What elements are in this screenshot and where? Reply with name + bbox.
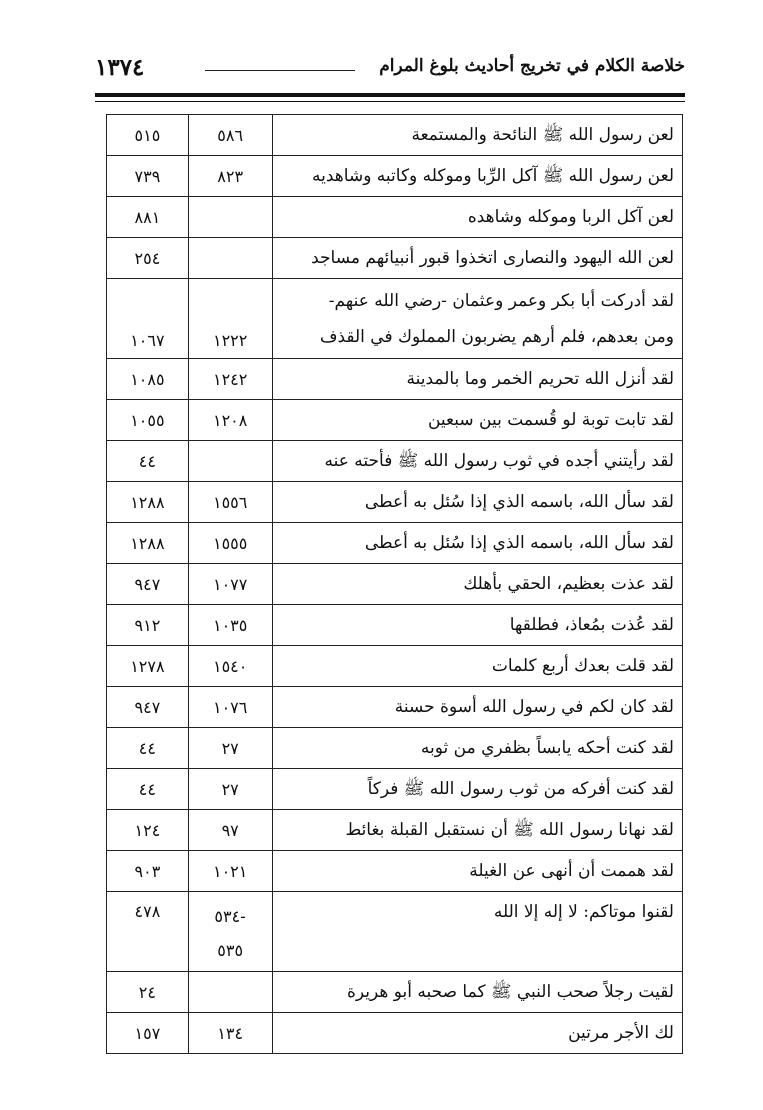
hadith-number: ١٢٢٢: [188, 279, 272, 359]
hadith-number: [188, 972, 272, 1013]
page-reference: ٩٤٧: [107, 564, 189, 605]
header-rule-thick: [95, 93, 685, 97]
table-row: [107, 279, 683, 359]
table-row: [107, 769, 683, 810]
header-rule-thin: [95, 101, 685, 102]
hadith-number: ١٥٥٦: [188, 482, 272, 523]
table-row: [107, 810, 683, 851]
page-reference: ٤٧٨: [107, 892, 189, 972]
hadith-text: لعن رسول الله ﷺ آكل الرِّبا وموكله وكاتبه وشاهديه: [272, 156, 682, 197]
hadith-number: ١٠٢١: [188, 851, 272, 892]
hadith-number: ٥٨٦: [188, 115, 272, 156]
hadith-number: ٢٧: [188, 728, 272, 769]
table-row: [107, 605, 683, 646]
page-reference: ١٢٤: [107, 810, 189, 851]
hadith-text: لقد رأيتني أجده في ثوب رسول الله ﷺ فأحته عنه: [272, 441, 682, 482]
table-row: [107, 687, 683, 728]
table-row: [107, 197, 683, 238]
table-row: [107, 482, 683, 523]
page-reference: ٤٤: [107, 441, 189, 482]
hadith-text-line-2: ومن بعدهم، فلم أرهم يضربون المملوك في القذف: [319, 326, 674, 347]
hadith-index-table: [106, 114, 683, 1054]
hadith-text: لقد سأل الله، باسمه الذي إذا سُئل به أعطى: [272, 482, 682, 523]
page-reference: ٧٣٩: [107, 156, 189, 197]
page-reference: ٢٥٤: [107, 238, 189, 279]
table-row: [107, 115, 683, 156]
hadith-number: [188, 892, 272, 972]
hadith-text: لعن الله اليهود والنصارى اتخذوا قبور أنبيائهم مساجد: [272, 238, 682, 279]
hadith-text: لقيت رجلاً صحب النبي ﷺ كما صحبه أبو هريرة: [272, 972, 682, 1013]
table-row: [107, 564, 683, 605]
hadith-text: لقد عُذت بمُعاذ، فطلقها: [272, 605, 682, 646]
hadith-text: لقد كان لكم في رسول الله أسوة حسنة: [272, 687, 682, 728]
hadith-number: ٢٧: [188, 769, 272, 810]
hadith-number: ١٠٧٦: [188, 687, 272, 728]
page-number: ١٣٧٤: [95, 54, 145, 81]
page-reference: ٤٤: [107, 769, 189, 810]
hadith-text: لقد كنت أفركه من ثوب رسول الله ﷺ فركاً: [272, 769, 682, 810]
hadith-number: ١٣٤: [188, 1013, 272, 1054]
hadith-text: لقنوا موتاكم: لا إله إلا الله: [272, 892, 682, 972]
hadith-text: لقد تابت توبة لو قُسمت بين سبعين: [272, 400, 682, 441]
table-row: [107, 728, 683, 769]
hadith-number: ١٠٧٧: [188, 564, 272, 605]
page-reference: ١٠٨٥: [107, 359, 189, 400]
page-reference: ٢٤: [107, 972, 189, 1013]
hadith-number: ١٢٠٨: [188, 400, 272, 441]
page-reference: ١٠٥٥: [107, 400, 189, 441]
hadith-text: لقد عذت بعظيم، الحقي بأهلك: [272, 564, 682, 605]
hadith-number: ١٥٥٥: [188, 523, 272, 564]
hadith-number: [188, 238, 272, 279]
table-row: [107, 1013, 683, 1054]
hadith-number: ١٢٤٢: [188, 359, 272, 400]
page-reference: ٩٤٧: [107, 687, 189, 728]
hadith-number: ٨٢٣: [188, 156, 272, 197]
hadith-number-line-1: -٥٣٤: [214, 907, 246, 926]
page-reference: ٨٨١: [107, 197, 189, 238]
hadith-text: لقد كنت أحكه يابساً بظفري من ثوبه: [272, 728, 682, 769]
table-row: [107, 441, 683, 482]
page-reference: ٥١٥: [107, 115, 189, 156]
hadith-text-line-1: لقد أدركت أبا بكر وعمر وعثمان -رضي الله عنهم-: [328, 290, 674, 311]
hadith-text: لقد قلت بعدك أربع كلمات: [272, 646, 682, 687]
page-reference: ١٠٦٧: [107, 279, 189, 359]
hadith-number: ١٥٤٠: [188, 646, 272, 687]
running-title: خلاصة الكلام في تخريج أحاديث بلوغ المرام: [379, 56, 685, 76]
page-reference: ١٢٨٨: [107, 523, 189, 564]
hadith-number: ٩٧: [188, 810, 272, 851]
hadith-text: لقد أنزل الله تحريم الخمر وما بالمدينة: [272, 359, 682, 400]
page-reference: ١٢٨٨: [107, 482, 189, 523]
hadith-number: [188, 197, 272, 238]
table-row: [107, 156, 683, 197]
hadith-text: [272, 279, 682, 359]
hadith-number: [188, 441, 272, 482]
table-row: [107, 646, 683, 687]
header-dash: [205, 70, 355, 71]
page-header: [95, 50, 685, 90]
table-row: [107, 359, 683, 400]
page-reference: ٤٤: [107, 728, 189, 769]
page-reference: ٩١٢: [107, 605, 189, 646]
hadith-text: لعن رسول الله ﷺ النائحة والمستمعة: [272, 115, 682, 156]
page-reference: ١٢٧٨: [107, 646, 189, 687]
table-row: [107, 972, 683, 1013]
page-reference: ٩٠٣: [107, 851, 189, 892]
table-row: [107, 238, 683, 279]
hadith-text: لقد هممت أن أنهى عن الغيلة: [272, 851, 682, 892]
hadith-text: لعن آكل الربا وموكله وشاهده: [272, 197, 682, 238]
hadith-text: لقد سأل الله، باسمه الذي إذا سُئل به أعطى: [272, 523, 682, 564]
table-row: [107, 892, 683, 972]
hadith-text: لقد نهانا رسول الله ﷺ أن نستقبل القبلة بغائط: [272, 810, 682, 851]
table-row: [107, 523, 683, 564]
hadith-number: ١٠٣٥: [188, 605, 272, 646]
hadith-number-line-2: ٥٣٥: [217, 941, 244, 960]
page-reference: ١٥٧: [107, 1013, 189, 1054]
hadith-text: لك الأجر مرتين: [272, 1013, 682, 1054]
table-row: [107, 851, 683, 892]
table-row: [107, 400, 683, 441]
